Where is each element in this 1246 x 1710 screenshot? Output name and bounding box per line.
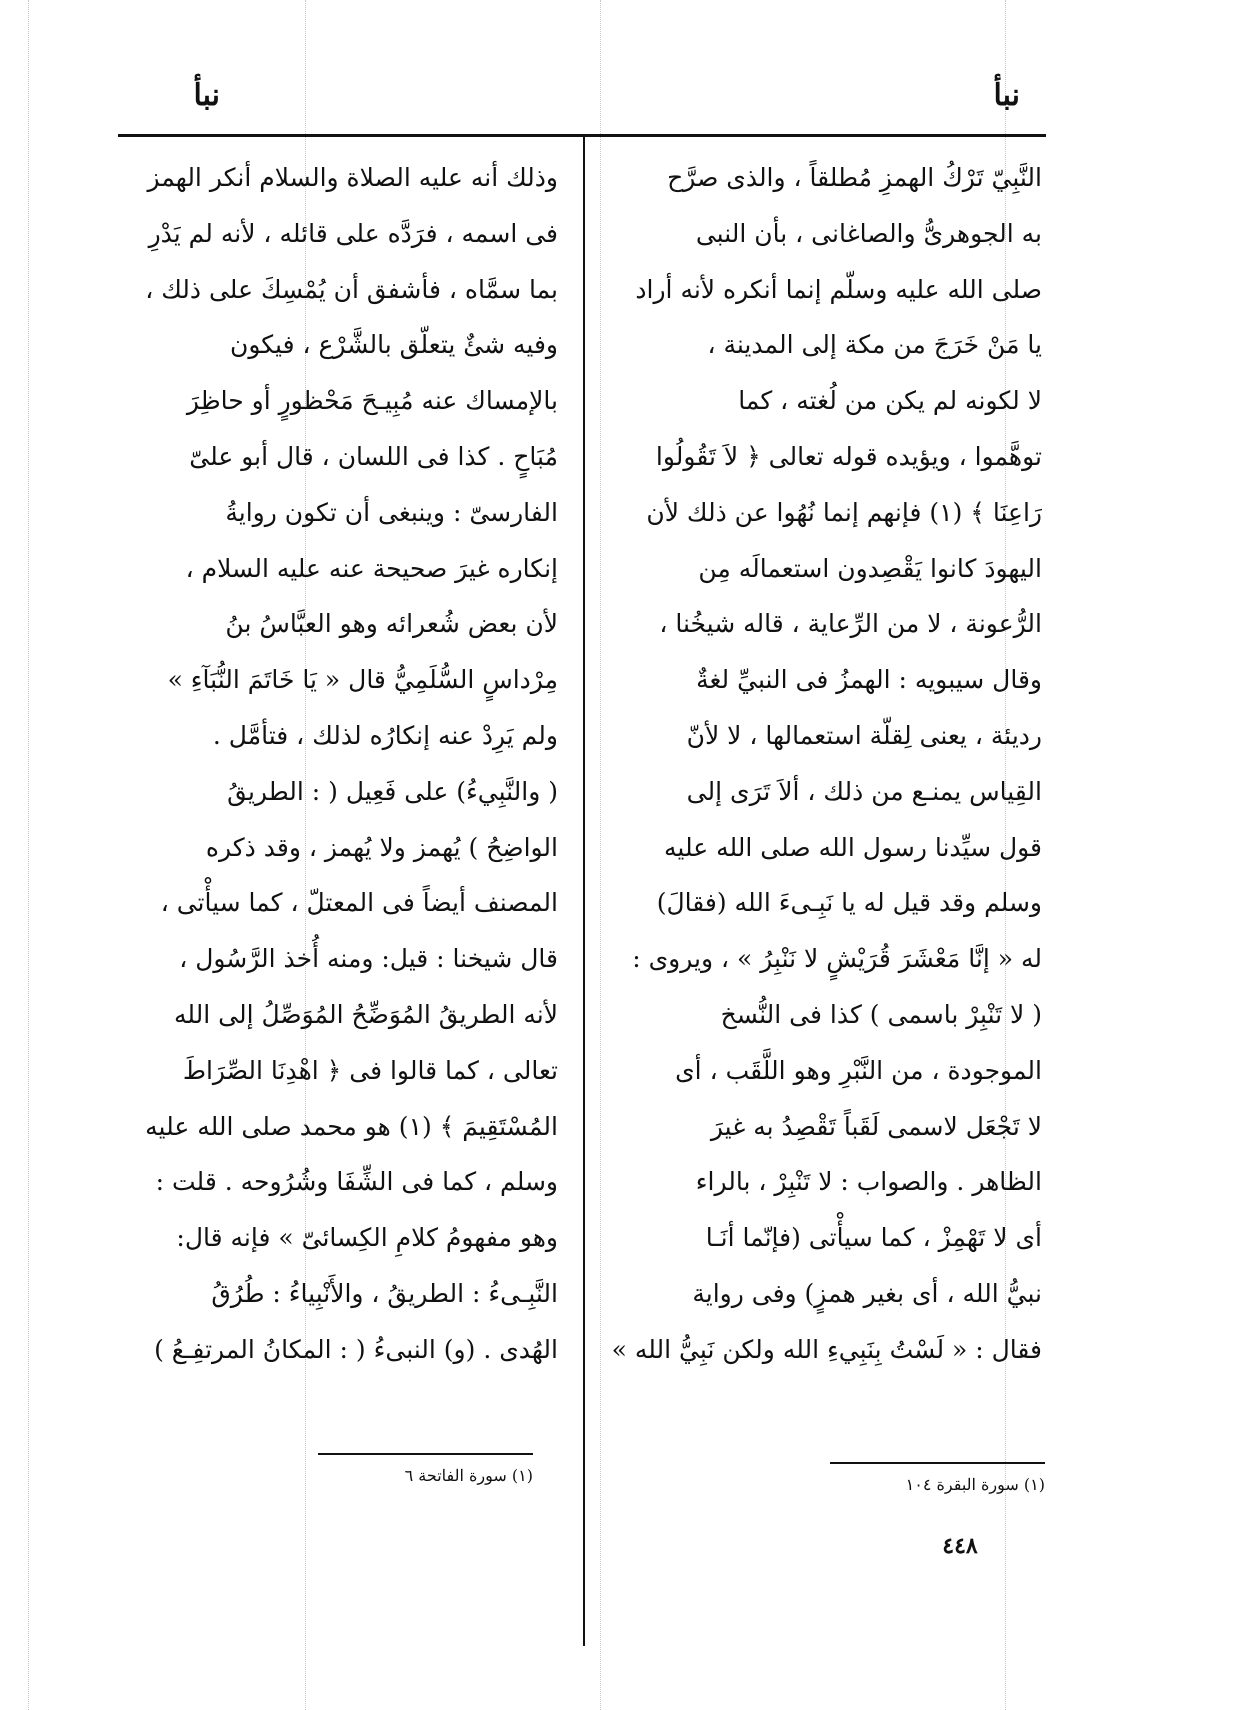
text-line: ( لا تَنْبِرْ باسمى ) كذا فى النُّسخ <box>720 999 1042 1029</box>
margin-guide <box>28 0 29 1710</box>
text-line: توهَّموا ، ويؤيده قوله تعالى ﴿ لاَ تَقُولُوا <box>655 441 1042 471</box>
footnote-rule-right <box>830 1462 1045 1464</box>
text-line: وهو مفهومُ كلامِ الكِسائىّ » فإنه قال: <box>176 1223 558 1253</box>
text-line: اليهودَ كانوا يَقْصِدون استعمالَه مِن <box>698 553 1042 583</box>
footnote-left: (١) سورة الفاتحة ٦ <box>404 1466 533 1485</box>
left-column <box>118 150 558 1378</box>
header-left-word: نبأ <box>193 78 220 113</box>
text-line: وذلك أنه عليه الصلاة والسلام أنكر الهمز <box>147 163 558 192</box>
text-line: تعالى ، كما قالوا فى ﴿ اهْدِنَا الصِّرَاطَ <box>182 1055 558 1085</box>
text-line: المُسْتَقِيمَ ﴾ (١) هو محمد صلى الله عليه <box>145 1111 558 1141</box>
text-line: وقال سيبويه : الهمزُ فى النبيِّ لغةٌ <box>696 665 1042 695</box>
text-line: ولم يَرِدْ عنه إنكارُه لذلك ، فتأمَّل . <box>212 720 558 750</box>
footnote-rule-left <box>318 1453 533 1455</box>
text-line: لا تَجْعَل لاسمى لَقَباً تَقْصِدُ به غيرَ <box>710 1111 1042 1141</box>
footnote-right: (١) سورة البقرة ١٠٤ <box>905 1475 1045 1494</box>
column-divider <box>583 136 585 1646</box>
text-line: لأنه الطريقُ المُوَضِّحُ المُوَصِّلُ إلى الله <box>173 999 558 1029</box>
text-line: رَاعِنَا ﴾ (١) فإنهم إنما نُهُوا عن ذلك لأن <box>646 497 1042 527</box>
text-line: لا لكونه لم يكن من لُغته ، كما <box>738 386 1042 416</box>
text-line: بما سمَّاه ، فأشفق أن يُمْسِكَ على ذلك ، <box>145 274 558 304</box>
text-line: رديئة ، يعنى لِقلّة استعمالها ، لا لأنّ <box>686 720 1042 750</box>
text-line: فى اسمه ، فرَدَّه على قائله ، لأنه لم يَدْرِ <box>148 218 558 248</box>
text-line: الرُّعونة ، لا من الرِّعاية ، قاله شيخُنا ، <box>659 609 1042 639</box>
text-line: به الجوهرىُّ والصاغانى ، بأن النبى <box>695 218 1042 248</box>
margin-guide <box>600 0 601 1710</box>
right-column <box>612 150 1042 1378</box>
text-line: صلى الله عليه وسلّم إنما أنكره لأنه أراد <box>635 274 1042 304</box>
text-line: وفيه شئٌ يتعلّق بالشَّرْع ، فيكون <box>229 330 558 360</box>
text-line: الظاهر . والصواب : لا تَنْبِرْ ، بالراء <box>695 1167 1042 1197</box>
text-line: قول سيِّدنا رسول الله صلى الله عليه <box>664 832 1042 862</box>
text-line: قال شيخنا : قيل: ومنه أُخذ الرَّسُول ، <box>179 944 558 974</box>
text-line: المصنف أيضاً فى المعتلّ ، كما سيأْتى ، <box>160 888 558 918</box>
text-line: ( والنَّبِيءُ) على فَعِيل ( : الطريقُ <box>227 776 558 806</box>
text-line: الواضِحُ ) يُهمز ولا يُهمز ، وقد ذكره <box>205 832 558 862</box>
text-line: النَّبِيّ تَرْكُ الهمزِ مُطلقاً ، والذى صرَّح <box>667 163 1042 192</box>
text-line: وسلم وقد قيل له يا نَبِـىءَ الله (فقالَ) <box>656 888 1042 918</box>
text-line: نبيُّ الله ، أى بغير همزٍ) وفى رواية <box>692 1278 1042 1308</box>
text-line: النَّبِـىءُ : الطريقُ ، والأَنْبِياءُ : طُرُقُ <box>211 1278 558 1308</box>
text-line: إنكاره غيرَ صحيحة عنه عليه السلام ، <box>185 553 558 583</box>
text-line: الفارسىّ : وينبغى أن تكون روايةُ <box>225 497 558 527</box>
header-right-word: نبأ <box>993 78 1020 113</box>
text-line: مُبَاحٍ . كذا فى اللسان ، قال أبو علىّ <box>189 441 558 471</box>
text-line: مِرْداسٍ السُّلَمِيُّ قال « يَا خَاتَمَ النُّبَآءِ » <box>167 665 558 695</box>
header-rule <box>118 134 1046 137</box>
text-line: له « إنَّا مَعْشَرَ قُرَيْشٍ لا نَنْبِرُ » ، ويروى : <box>632 944 1042 974</box>
text-line: وسلم ، كما فى الشِّفَا وشُرُوحه . قلت : <box>155 1167 558 1197</box>
text-line: يا مَنْ خَرَجَ من مكة إلى المدينة ، <box>707 330 1042 360</box>
text-line: أى لا تَهْمِزْ ، كما سيأْتى (فإنّما أنَـا <box>705 1223 1042 1253</box>
page-number: ٤٤٨ <box>942 1533 978 1559</box>
text-line: الموجودة ، من النَّبْرِ وهو اللَّقَب ، أى <box>675 1055 1042 1085</box>
text-line: بالإمساك عنه مُبِيـحَ مَحْظورٍ أو حاظِرَ <box>186 386 558 416</box>
text-line: القِياس يمنـع من ذلك ، ألاَ تَرَى إلى <box>686 776 1042 806</box>
text-line: فقال : « لَسْتُ بِنَبِيءِ الله ولكن نَبِيُّ الله » <box>612 1334 1042 1364</box>
text-line: الهُدى . (و) النبىءُ ( : المكانُ المرتفِـعُ ) <box>154 1334 558 1364</box>
text-line: لأن بعض شُعرائه وهو العبَّاسُ بنُ <box>225 609 558 639</box>
